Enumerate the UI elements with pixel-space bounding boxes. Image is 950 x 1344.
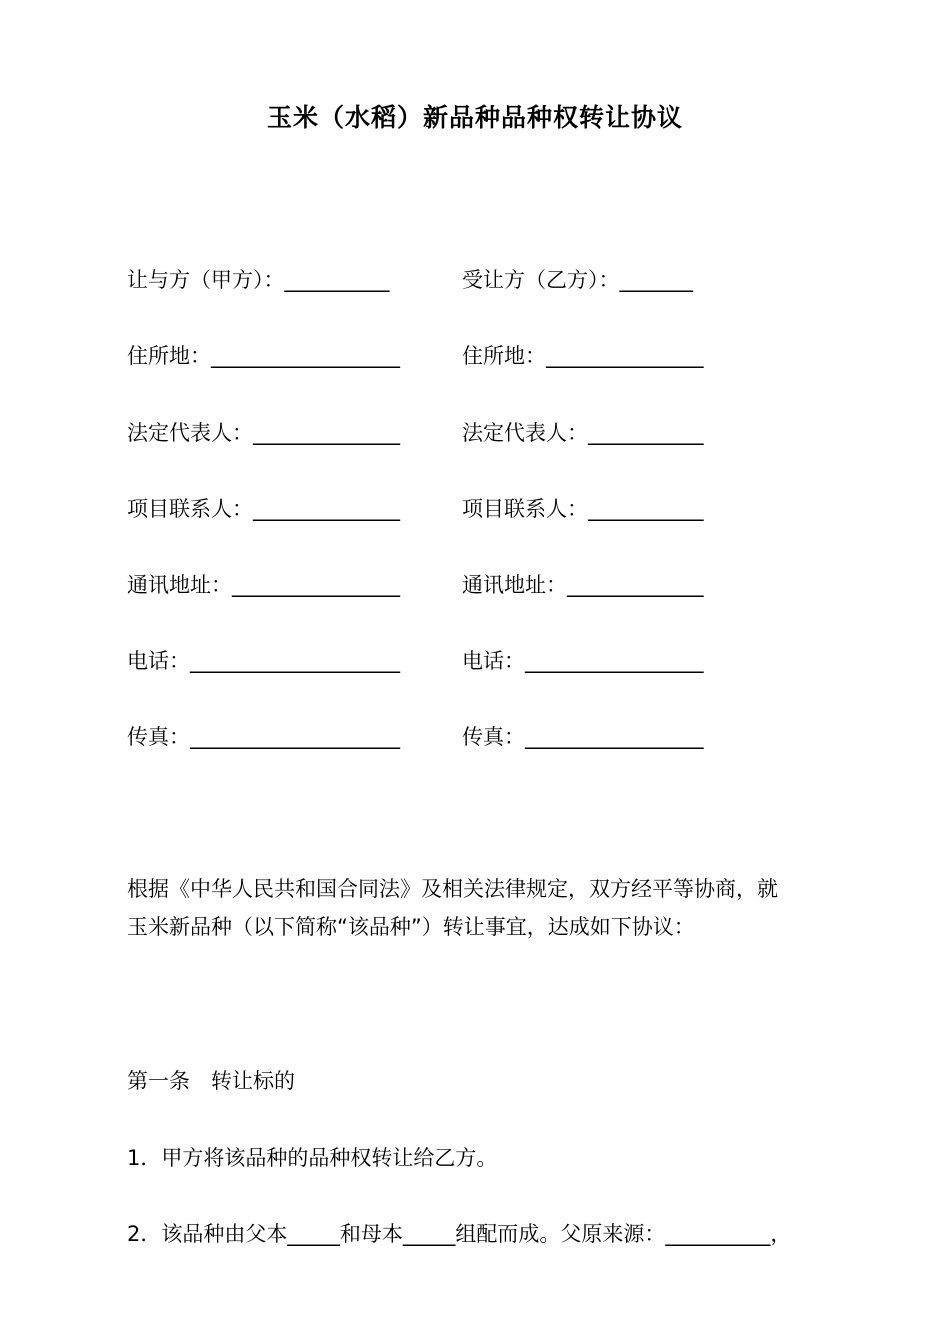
transferor-legal-rep-field: 法定代表人：______________ — [127, 421, 400, 445]
transferee-legal-rep-field: 法定代表人：___________ — [462, 421, 704, 445]
article-1-item-1: 1．甲方将该品种的品种权转让给乙方。 — [127, 1146, 498, 1170]
transferor-mailing-address-field: 通讯地址：________________ — [127, 573, 400, 597]
transferor-phone-field: 电话：____________________ — [127, 649, 400, 673]
intro-paragraph — [127, 870, 827, 946]
transferor-name-field: 让与方（甲方）：__________ — [127, 268, 390, 292]
transferee-contact-field: 项目联系人：___________ — [462, 497, 704, 521]
transferor-fax-field: 传真：____________________ — [127, 725, 400, 749]
article-1-heading: 第一条 转让标的 — [127, 1069, 295, 1093]
transferor-contact-field: 项目联系人：______________ — [127, 497, 400, 521]
intro-line-1: 根据《中华人民共和国合同法》及相关法律规定，双方经平等协商，就 — [127, 877, 778, 901]
transferee-fax-field: 传真：_________________ — [462, 725, 704, 749]
transferee-phone-field: 电话：_________________ — [462, 649, 704, 673]
transferee-mailing-address-field: 通讯地址：_____________ — [462, 573, 704, 597]
transferor-address-field: 住所地：__________________ — [127, 344, 400, 368]
intro-line-2: 玉米新品种（以下简称“该品种”）转让事宜，达成如下协议： — [127, 915, 695, 939]
transferee-address-field: 住所地：_______________ — [462, 344, 704, 368]
article-1-item-2: 2．该品种由父本_____和母本_____组配而成。父原来源：__________， — [127, 1222, 792, 1246]
transferee-name-field: 受让方（乙方）：_______ — [462, 268, 693, 292]
document-title: 玉米（水稻）新品种品种权转让协议 — [266, 103, 683, 132]
